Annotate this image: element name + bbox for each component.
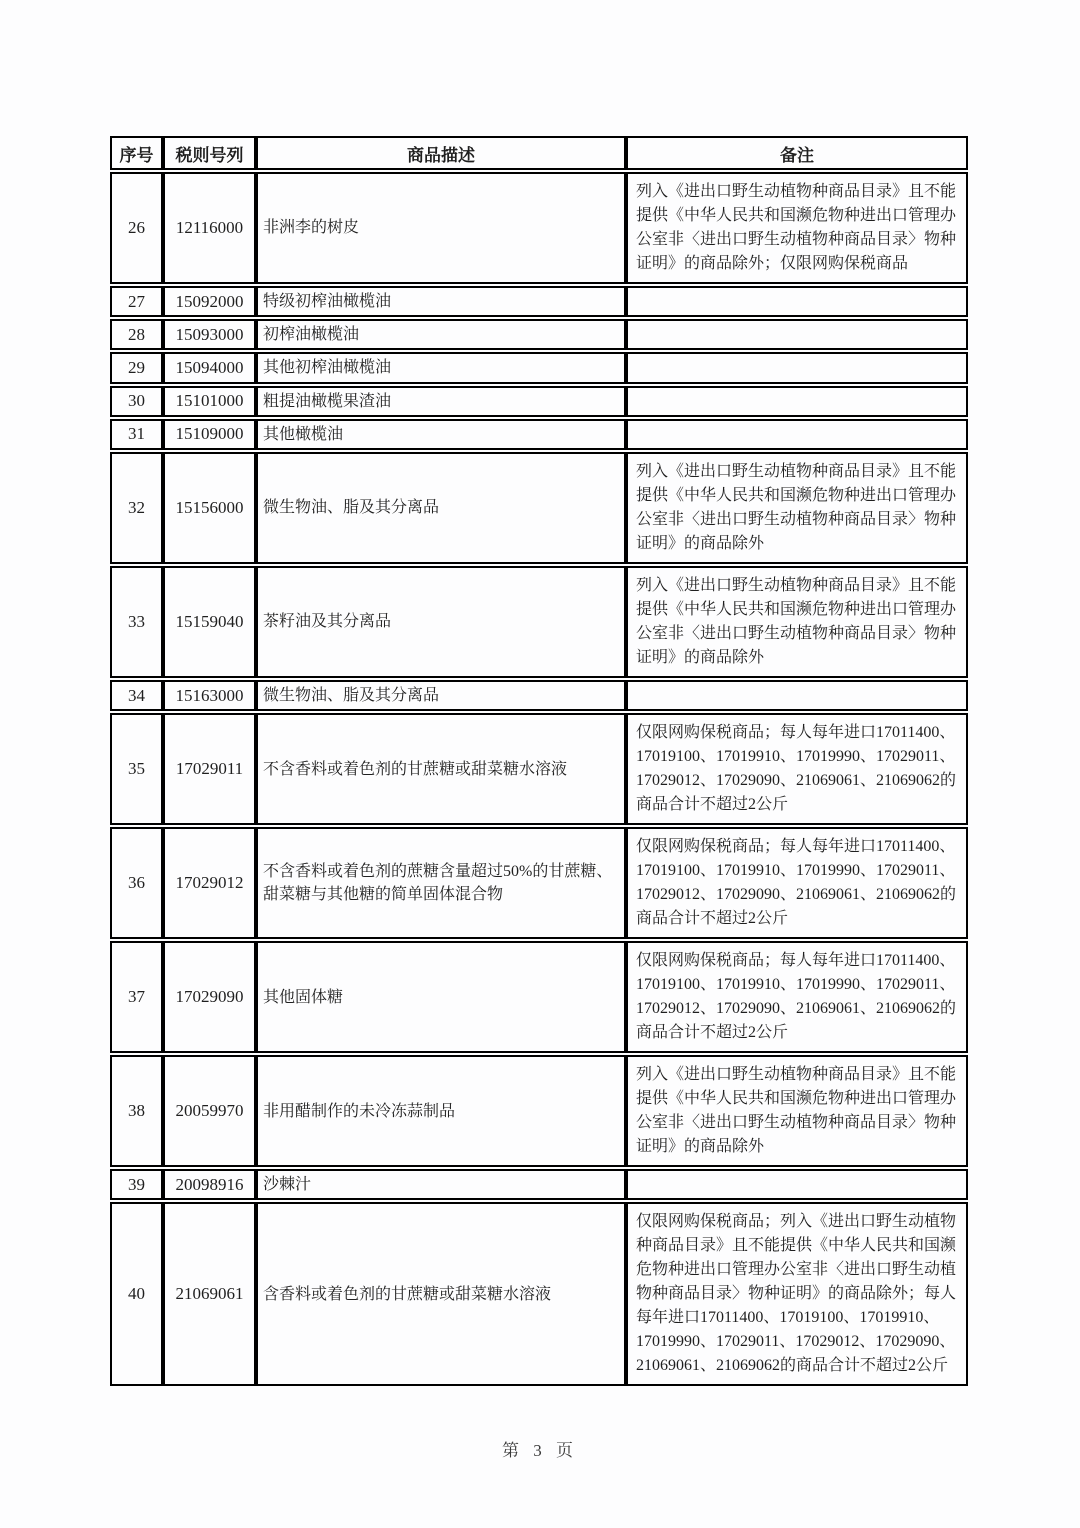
cell-tariff-code: 15092000 xyxy=(163,286,256,317)
cell-description: 其他固体糖 xyxy=(256,941,626,1053)
cell-seq: 36 xyxy=(110,827,163,939)
table-row xyxy=(110,419,968,450)
column-header-description: 商品描述 xyxy=(256,136,626,170)
cell-seq: 32 xyxy=(110,452,163,564)
cell-seq: 29 xyxy=(110,352,163,383)
table-row xyxy=(110,941,968,1053)
cell-description: 茶籽油及其分离品 xyxy=(256,566,626,678)
cell-description: 特级初榨油橄榄油 xyxy=(256,286,626,317)
cell-description: 非洲李的树皮 xyxy=(256,172,626,284)
cell-tariff-code: 17029012 xyxy=(163,827,256,939)
table-row xyxy=(110,386,968,417)
cell-seq: 30 xyxy=(110,386,163,417)
column-header-seq: 序号 xyxy=(110,136,163,170)
table-row xyxy=(110,172,968,284)
cell-tariff-code: 15093000 xyxy=(163,319,256,350)
cell-description: 粗提油橄榄果渣油 xyxy=(256,386,626,417)
table-row xyxy=(110,452,968,564)
cell-tariff-code: 20098916 xyxy=(163,1169,256,1200)
table-row xyxy=(110,352,968,383)
cell-seq: 37 xyxy=(110,941,163,1053)
table-row xyxy=(110,827,968,939)
column-header-tariff-code: 税则号列 xyxy=(163,136,256,170)
table-row xyxy=(110,1169,968,1200)
cell-remarks: 仅限网购保税商品；每人每年进口17011400、17019100、17019910、17019990、17029011、17029012、17029090、21069061、21069062的商品合计不超过2公斤 xyxy=(626,827,968,939)
cell-seq: 31 xyxy=(110,419,163,450)
cell-remarks xyxy=(626,286,968,317)
table-row xyxy=(110,286,968,317)
cell-tariff-code: 12116000 xyxy=(163,172,256,284)
cell-description: 其他初榨油橄榄油 xyxy=(256,352,626,383)
table-row xyxy=(110,680,968,711)
cell-tariff-code: 15163000 xyxy=(163,680,256,711)
cell-remarks: 仅限网购保税商品；每人每年进口17011400、17019100、17019910、17019990、17029011、17029012、17029090、21069061、21069062的商品合计不超过2公斤 xyxy=(626,713,968,825)
cell-remarks: 列入《进出口野生动植物种商品目录》且不能提供《中华人民共和国濒危物种进出口管理办公室非〈进出口野生动植物种商品目录〉物种证明》的商品除外 xyxy=(626,1055,968,1167)
cell-description: 非用醋制作的未冷冻蒜制品 xyxy=(256,1055,626,1167)
cell-description: 含香料或着色剂的甘蔗糖或甜菜糖水溶液 xyxy=(256,1202,626,1386)
cell-description: 不含香料或着色剂的蔗糖含量超过50%的甘蔗糖、甜菜糖与其他糖的简单固体混合物 xyxy=(256,827,626,939)
cell-tariff-code: 21069061 xyxy=(163,1202,256,1386)
cell-tariff-code: 17029090 xyxy=(163,941,256,1053)
cell-tariff-code: 15094000 xyxy=(163,352,256,383)
cell-description: 微生物油、脂及其分离品 xyxy=(256,680,626,711)
cell-remarks xyxy=(626,352,968,383)
table-header-row xyxy=(110,136,968,170)
cell-tariff-code: 20059970 xyxy=(163,1055,256,1167)
cell-remarks: 列入《进出口野生动植物种商品目录》且不能提供《中华人民共和国濒危物种进出口管理办公室非〈进出口野生动植物种商品目录〉物种证明》的商品除外 xyxy=(626,566,968,678)
cell-remarks: 列入《进出口野生动植物种商品目录》且不能提供《中华人民共和国濒危物种进出口管理办公室非〈进出口野生动植物种商品目录〉物种证明》的商品除外；仅限网购保税商品 xyxy=(626,172,968,284)
cell-remarks: 列入《进出口野生动植物种商品目录》且不能提供《中华人民共和国濒危物种进出口管理办公室非〈进出口野生动植物种商品目录〉物种证明》的商品除外 xyxy=(626,452,968,564)
cell-description: 沙棘汁 xyxy=(256,1169,626,1200)
column-header-remarks: 备注 xyxy=(626,136,968,170)
cell-remarks xyxy=(626,319,968,350)
cell-remarks: 仅限网购保税商品；每人每年进口17011400、17019100、17019910、17019990、17029011、17029012、17029090、21069061、21069062的商品合计不超过2公斤 xyxy=(626,941,968,1053)
cell-tariff-code: 15101000 xyxy=(163,386,256,417)
table-row xyxy=(110,713,968,825)
cell-remarks: 仅限网购保税商品；列入《进出口野生动植物种商品目录》且不能提供《中华人民共和国濒危物种进出口管理办公室非〈进出口野生动植物种商品目录〉物种证明》的商品除外；每人每年进口17011400、17019100、17019910、17019990、17029011、17029012、17029090、21069061、21069062的商品合计不超过2公斤 xyxy=(626,1202,968,1386)
cell-seq: 35 xyxy=(110,713,163,825)
cell-description: 微生物油、脂及其分离品 xyxy=(256,452,626,564)
cell-description: 其他橄榄油 xyxy=(256,419,626,450)
tariff-goods-table xyxy=(110,134,968,1388)
cell-description: 初榨油橄榄油 xyxy=(256,319,626,350)
table-row xyxy=(110,319,968,350)
cell-tariff-code: 15156000 xyxy=(163,452,256,564)
cell-remarks xyxy=(626,386,968,417)
cell-remarks xyxy=(626,680,968,711)
cell-seq: 38 xyxy=(110,1055,163,1167)
cell-tariff-code: 15159040 xyxy=(163,566,256,678)
cell-seq: 39 xyxy=(110,1169,163,1200)
table-row xyxy=(110,1202,968,1386)
cell-tariff-code: 17029011 xyxy=(163,713,256,825)
cell-remarks xyxy=(626,1169,968,1200)
cell-seq: 28 xyxy=(110,319,163,350)
table-row xyxy=(110,1055,968,1167)
cell-seq: 34 xyxy=(110,680,163,711)
cell-seq: 33 xyxy=(110,566,163,678)
cell-seq: 26 xyxy=(110,172,163,284)
cell-seq: 27 xyxy=(110,286,163,317)
cell-tariff-code: 15109000 xyxy=(163,419,256,450)
page-number: 第 3 页 xyxy=(502,1441,578,1460)
cell-remarks xyxy=(626,419,968,450)
table-row xyxy=(110,566,968,678)
cell-seq: 40 xyxy=(110,1202,163,1386)
cell-description: 不含香料或着色剂的甘蔗糖或甜菜糖水溶液 xyxy=(256,713,626,825)
